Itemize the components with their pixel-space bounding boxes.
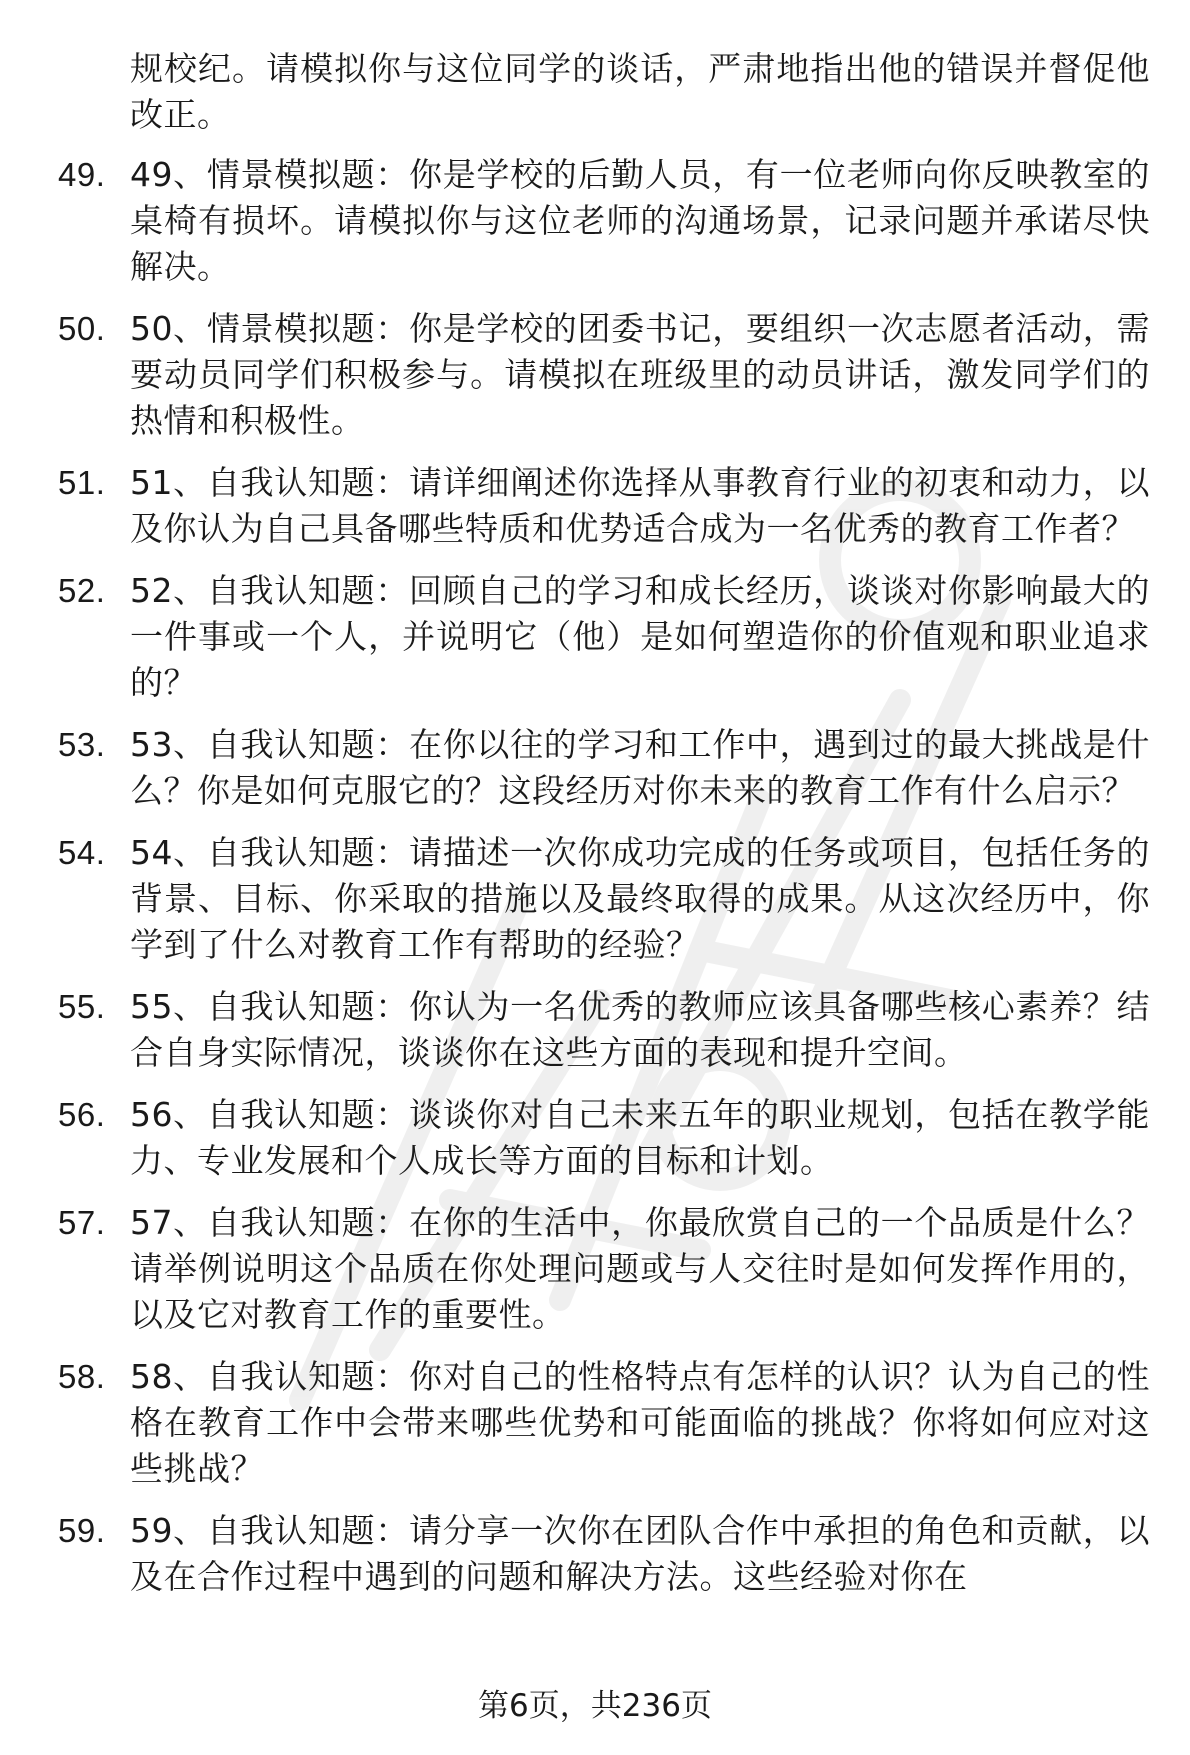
item-number: 59. [58, 1512, 106, 1549]
list-item [0, 984, 1190, 1076]
item-text: 52、自我认知题：回顾自己的学习和成长经历，谈谈对你影响最大的一件事或一个人，并说明它（他）是如何塑造你的价值观和职业追求的？ [130, 571, 1150, 702]
item-text: 58、自我认知题：你对自己的性格特点有怎样的认识？认为自己的性格在教育工作中会带来哪些优势和可能面临的挑战？你将如何应对这些挑战？ [130, 1357, 1150, 1488]
item-text: 55、自我认知题：你认为一名优秀的教师应该具备哪些核心素养？结合自身实际情况，谈谈你在这些方面的表现和提升空间。 [130, 987, 1150, 1072]
item-text: 51、自我认知题：请详细阐述你选择从事教育行业的初衷和动力，以及你认为自己具备哪些特质和优势适合成为一名优秀的教育工作者？ [130, 463, 1150, 548]
item-number: 51. [58, 464, 106, 501]
item-number: 56. [58, 1096, 106, 1133]
item-text: 59、自我认知题：请分享一次你在团队合作中承担的角色和贡献，以及在合作过程中遇到的问题和解决方法。这些经验对你在 [130, 1511, 1150, 1596]
item-text: 56、自我认知题：谈谈你对自己未来五年的职业规划，包括在教学能力、专业发展和个人成长等方面的目标和计划。 [130, 1095, 1150, 1180]
item-text: 50、情景模拟题：你是学校的团委书记，要组织一次志愿者活动，需要动员同学们积极参与。请模拟在班级里的动员讲话，激发同学们的热情和积极性。 [130, 309, 1150, 440]
item-text: 49、情景模拟题：你是学校的后勤人员，有一位老师向你反映教室的桌椅有损坏。请模拟你与这位老师的沟通场景，记录问题并承诺尽快解决。 [130, 155, 1150, 286]
item-number: 53. [58, 726, 106, 763]
item-number: 57. [58, 1204, 106, 1241]
list-item [0, 568, 1190, 706]
list-item [0, 830, 1190, 968]
list-item [0, 1200, 1190, 1338]
item-text: 54、自我认知题：请描述一次你成功完成的任务或项目，包括任务的背景、目标、你采取的措施以及最终取得的成果。从这次经历中，你学到了什么对教育工作有帮助的经验？ [130, 833, 1150, 964]
list-item [0, 1508, 1190, 1600]
list-item [0, 1354, 1190, 1492]
list-item [0, 722, 1190, 814]
item-number: 54. [58, 834, 106, 871]
continuation-item [0, 46, 1190, 138]
continuation-text: 规校纪。请模拟你与这位同学的谈话，严肃地指出他的错误并督促他改正。 [130, 49, 1150, 134]
item-number: 58. [58, 1358, 106, 1395]
list-item [0, 460, 1190, 552]
item-number: 50. [58, 310, 106, 347]
item-number: 55. [58, 988, 106, 1025]
page-footer: 第6页，共236页 [478, 1688, 712, 1724]
item-number: 49. [58, 156, 106, 193]
item-number: 52. [58, 572, 106, 609]
item-text: 57、自我认知题：在你的生活中，你最欣赏自己的一个品质是什么？请举例说明这个品质在你处理问题或与人交往时是如何发挥作用的，以及它对教育工作的重要性。 [130, 1203, 1150, 1334]
list-item [0, 152, 1190, 290]
list-item [0, 1092, 1190, 1184]
question-list [0, 46, 1190, 1616]
list-item [0, 306, 1190, 444]
item-text: 53、自我认知题：在你以往的学习和工作中，遇到过的最大挑战是什么？你是如何克服它的？这段经历对你未来的教育工作有什么启示？ [130, 725, 1150, 810]
